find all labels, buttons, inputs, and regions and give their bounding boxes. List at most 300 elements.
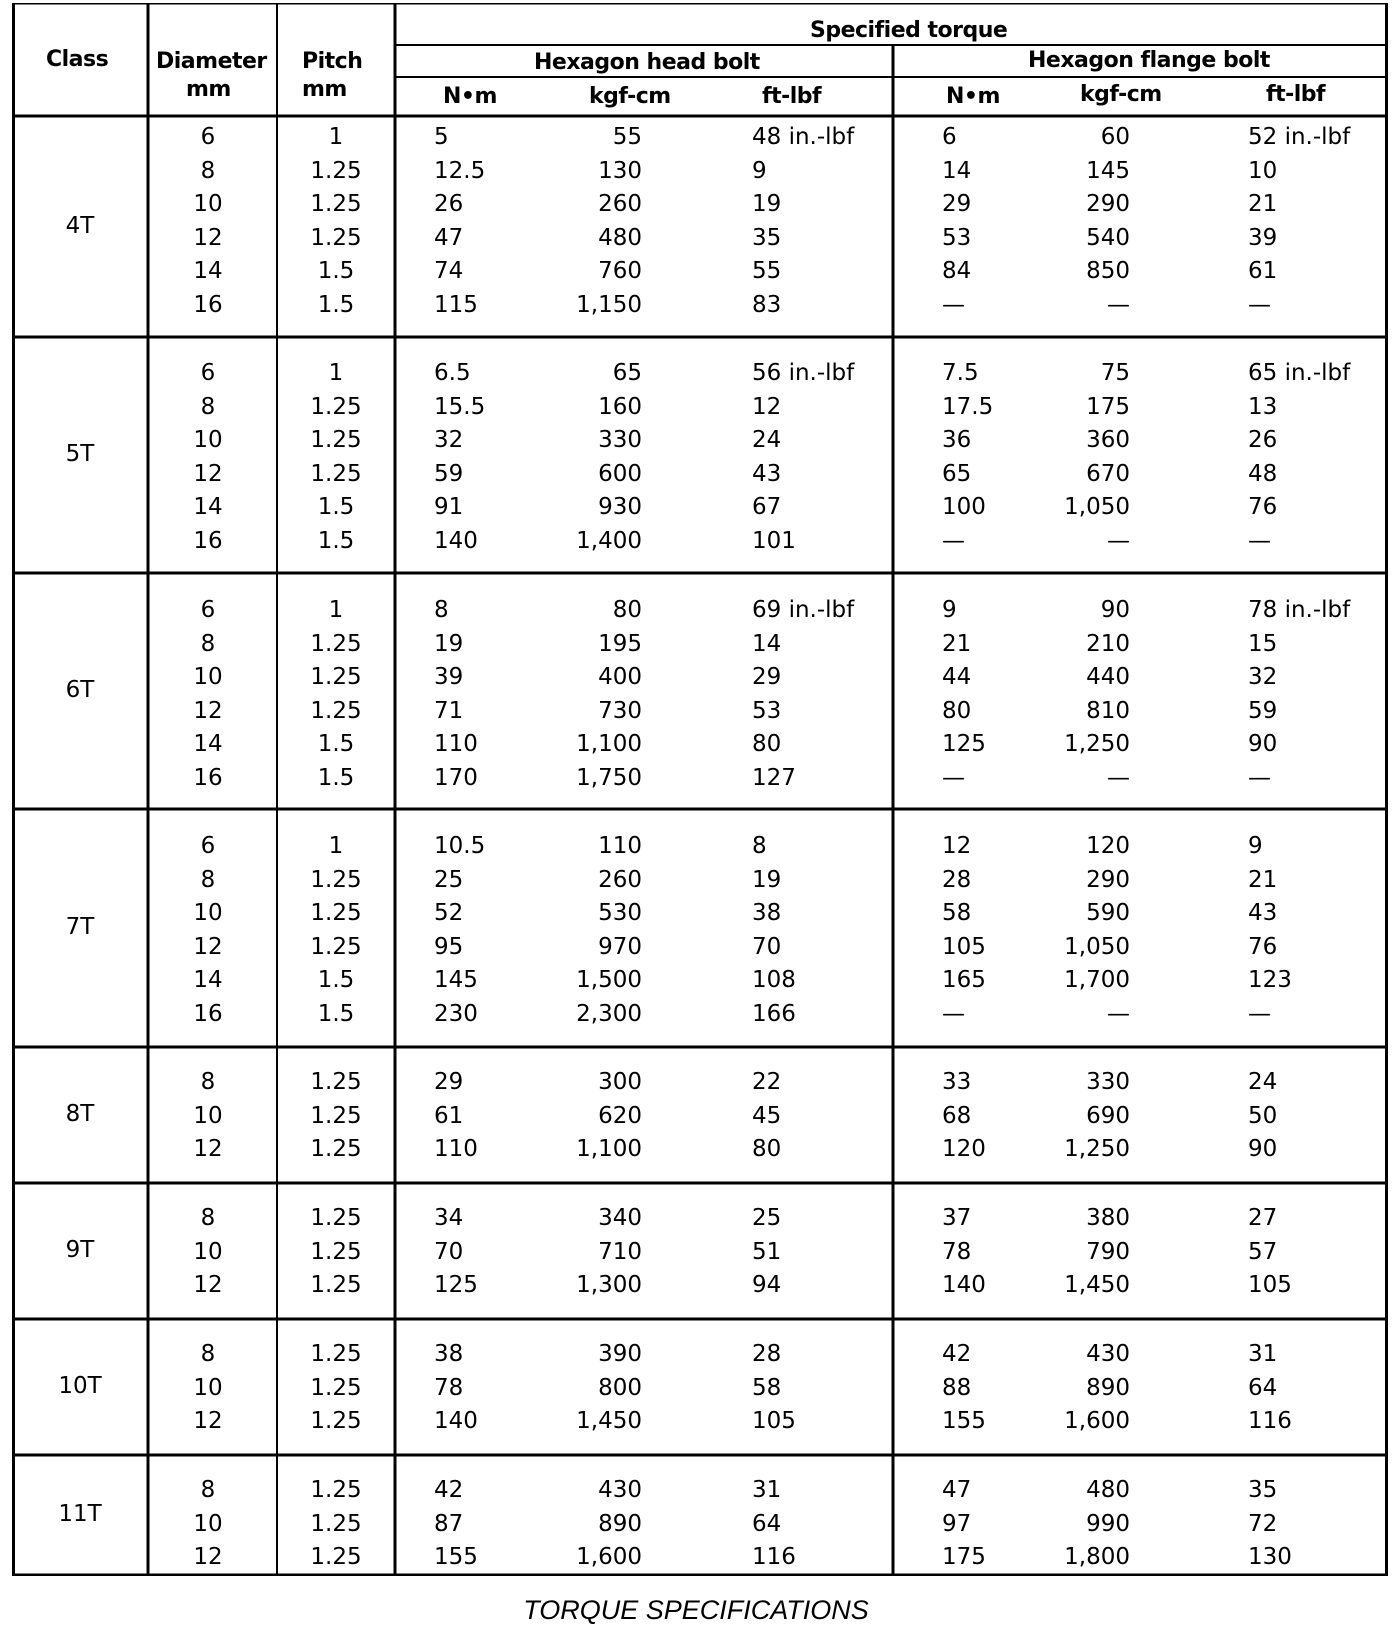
table-cell: 1,450 [1064, 1272, 1130, 1298]
table-cell: 1,600 [1064, 1408, 1130, 1434]
table-cell: 59 [434, 460, 464, 487]
table-cell: 8 [200, 1341, 216, 1367]
table-cell: 230 [434, 1000, 478, 1027]
table-cell: 12 [193, 697, 223, 724]
table-cell: 170 [434, 764, 478, 791]
table-cell: 65 [612, 360, 642, 386]
table-cell: 890 [1086, 1374, 1130, 1401]
table-cell: 10 [193, 664, 223, 690]
table-cell: 56 in.-lbf [752, 360, 855, 386]
table-cell: 1,700 [1064, 967, 1130, 993]
table-cell: 10 [1248, 157, 1278, 184]
table-cell: 14 [193, 494, 223, 520]
table-cell: 1,500 [576, 967, 642, 993]
table-cell: 88 [942, 1374, 972, 1401]
table-cell: 1,450 [576, 1408, 642, 1434]
table-cell: 52 [434, 900, 464, 926]
table-cell: 1.5 [317, 527, 355, 554]
table-cell: 145 [434, 967, 478, 993]
table-cell: 16 [193, 1000, 223, 1027]
table-cell: 1,150 [576, 291, 642, 318]
table-cell: 160 [598, 393, 642, 420]
table-cell: 1,750 [576, 764, 642, 791]
table-cell: 730 [598, 697, 642, 724]
table-cell: — [1107, 1000, 1130, 1027]
table-cell: 7.5 [942, 360, 979, 386]
table-cell: 74 [434, 258, 464, 284]
table-cell: 80 [752, 731, 782, 757]
table-cell: 1.25 [310, 191, 362, 217]
table-cell: 42 [434, 1477, 464, 1503]
table-cell: 690 [1086, 1102, 1130, 1129]
table-cell: 930 [598, 494, 642, 520]
table-cell: 78 [942, 1238, 972, 1265]
table-cell: 61 [434, 1102, 464, 1129]
table-cell: 55 [612, 124, 642, 150]
table-cell: 166 [752, 1000, 796, 1027]
table-cell: 1,250 [1064, 731, 1130, 757]
table-cell: 340 [598, 1205, 642, 1231]
table-cell: 850 [1086, 258, 1130, 284]
table-cell: 21 [942, 630, 972, 657]
table-cell: 540 [1086, 224, 1130, 251]
table-cell: 1.5 [317, 764, 355, 791]
table-cell: 6 [200, 833, 216, 859]
table-cell: 8 [200, 630, 216, 657]
table-cell: 1.25 [310, 697, 362, 724]
table-cell: 35 [752, 224, 782, 251]
table-cell: 16 [193, 764, 223, 791]
header-pitch-unit: mm [302, 77, 347, 102]
table-cell: 55 [752, 258, 782, 284]
header-hexagon-flange-bolt: Hexagon flange bolt [1028, 48, 1270, 73]
table-cell: 1,300 [576, 1272, 642, 1298]
table-cell: 1,100 [576, 1136, 642, 1162]
table-cell: 39 [434, 664, 464, 690]
table-cell: 12 [193, 460, 223, 487]
table-cell: 80 [612, 597, 642, 623]
class-label: 4T [65, 212, 95, 239]
header-unit-head-kgfcm: kgf-cm [589, 84, 671, 109]
table-cell: 1.25 [310, 1477, 362, 1503]
table-cell: 53 [752, 697, 782, 724]
table-cell: 87 [434, 1510, 464, 1537]
table-cell: 34 [434, 1205, 464, 1231]
table-cell: 1.25 [310, 460, 362, 487]
table-cell: 1 [328, 833, 344, 859]
table-cell: — [942, 527, 965, 554]
table-cell: 91 [434, 494, 464, 520]
table-cell: 29 [434, 1069, 464, 1095]
table-cell: 1.5 [317, 291, 355, 318]
table-cell: 45 [752, 1102, 782, 1129]
table-cell: 60 [1100, 124, 1130, 150]
table-cell: 330 [1086, 1069, 1130, 1095]
table-cell: 35 [1248, 1477, 1278, 1503]
table-cell: 32 [434, 427, 464, 453]
table-cell: 116 [752, 1544, 796, 1570]
table-cell: 175 [1086, 393, 1130, 420]
table-cell: 1.25 [310, 1510, 362, 1537]
table-cell: 14 [193, 967, 223, 993]
table-cell: — [1107, 291, 1130, 318]
table-cell: 38 [752, 900, 782, 926]
table-cell: 1.25 [310, 224, 362, 251]
table-cell: 140 [434, 527, 478, 554]
table-cell: 10 [193, 1374, 223, 1401]
table-cell: — [1248, 527, 1271, 554]
table-cell: 110 [598, 833, 642, 859]
table-cell: 1.25 [310, 1136, 362, 1162]
table-cell: 33 [942, 1069, 972, 1095]
table-cell: 61 [1248, 258, 1278, 284]
table-cell: 1.25 [310, 630, 362, 657]
table-cell: 440 [1086, 664, 1130, 690]
table-cell: 400 [598, 664, 642, 690]
table-cell: 1.5 [317, 967, 355, 993]
table-cell: 6 [200, 360, 216, 386]
table-cell: 95 [434, 933, 464, 960]
header-diameter-unit: mm [186, 77, 231, 102]
header-diameter: Diameter [156, 49, 267, 74]
table-cell: 8 [200, 1069, 216, 1095]
table-cell: 44 [942, 664, 972, 690]
table-cell: 19 [752, 866, 782, 893]
table-cell: 130 [1248, 1544, 1292, 1570]
table-cell: 65 in.-lbf [1248, 360, 1351, 386]
table-cell: 145 [1086, 157, 1130, 184]
table-cell: 25 [434, 866, 464, 893]
class-label: 9T [65, 1237, 95, 1263]
table-cell: 58 [752, 1374, 782, 1401]
table-cell: 12 [193, 933, 223, 960]
table-cell: 90 [1248, 1136, 1278, 1162]
table-cell: 50 [1248, 1102, 1278, 1129]
table-cell: 59 [1248, 697, 1278, 724]
table-cell: 6 [200, 124, 216, 150]
table-cell: 24 [752, 427, 782, 453]
table-cell: 14 [193, 258, 223, 284]
table-cell: 26 [434, 191, 464, 217]
table-cell: 260 [598, 866, 642, 893]
table-cell: 330 [598, 427, 642, 453]
table-cell: 43 [752, 460, 782, 487]
table-cell: 1.25 [310, 664, 362, 690]
table-cell: 58 [942, 900, 972, 926]
table-cell: 430 [598, 1477, 642, 1503]
table-cell: 600 [598, 460, 642, 487]
table-cell: 36 [942, 427, 972, 453]
table-cell: 12.5 [434, 157, 486, 184]
table-cell: 69 in.-lbf [752, 597, 855, 623]
header-unit-flange-kgfcm: kgf-cm [1080, 82, 1162, 107]
table-cell: 670 [1086, 460, 1130, 487]
table-cell: 125 [434, 1272, 478, 1298]
table-cell: 1.25 [310, 1341, 362, 1367]
table-cell: 78 [434, 1374, 464, 1401]
table-cell: 140 [434, 1408, 478, 1434]
table-cell: 8 [200, 157, 216, 184]
table-cell: 6 [200, 597, 216, 623]
table-cell: 51 [752, 1238, 782, 1265]
header-unit-head-nm: N•m [443, 84, 497, 109]
table-cell: 12 [193, 1136, 223, 1162]
table-cell: 12 [193, 1544, 223, 1570]
table-cell: 67 [752, 494, 782, 520]
table-cell: 10 [193, 1102, 223, 1129]
table-cell: 19 [434, 630, 464, 657]
table-cell: 9 [752, 157, 767, 184]
table-cell: 108 [752, 967, 796, 993]
table-cell: 110 [434, 1136, 478, 1162]
table-cell: 1,600 [576, 1544, 642, 1570]
table-cell: 90 [1248, 731, 1278, 757]
table-cell: 90 [1100, 597, 1130, 623]
table-cell: — [942, 764, 965, 791]
table-cell: 27 [1248, 1205, 1278, 1231]
table-cell: 8 [200, 1477, 216, 1503]
table-cell: 68 [942, 1102, 972, 1129]
table-cell: 480 [598, 224, 642, 251]
table-cell: 105 [1248, 1272, 1292, 1298]
table-cell: 8 [434, 597, 449, 623]
table-cell: 57 [1248, 1238, 1278, 1265]
table-cell: 37 [942, 1205, 972, 1231]
header-specified-torque: Specified torque [810, 18, 1008, 43]
table-cell: 101 [752, 527, 796, 554]
table-cell: 19 [752, 191, 782, 217]
header-pitch: Pitch [302, 49, 363, 74]
class-label: 8T [65, 1101, 95, 1127]
table-cell: 1 [328, 597, 344, 623]
table-cell: 1,250 [1064, 1136, 1130, 1162]
table-cell: 21 [1248, 191, 1278, 217]
table-cell: 24 [1248, 1069, 1278, 1095]
table-cell: 52 in.-lbf [1248, 124, 1351, 150]
table-cell: 1.25 [310, 1544, 362, 1570]
table-cell: 29 [752, 664, 782, 690]
table-cell: 70 [434, 1238, 464, 1265]
table-cell: 78 in.-lbf [1248, 597, 1351, 623]
table-cell: 1.25 [310, 157, 362, 184]
table-cell: 9 [942, 597, 957, 623]
table-cell: — [1248, 291, 1271, 318]
table-cell: 12 [193, 1408, 223, 1434]
table-cell: 130 [598, 157, 642, 184]
table-cell: 155 [434, 1544, 478, 1570]
table-cell: 1.25 [310, 427, 362, 453]
table-cell: 80 [942, 697, 972, 724]
table-cell: 1,050 [1064, 494, 1130, 520]
table-cell: 28 [942, 866, 972, 893]
table-cell: 29 [942, 191, 972, 217]
table-cell: 10 [193, 1510, 223, 1537]
header-class: Class [46, 47, 109, 72]
table-cell: 32 [1248, 664, 1278, 690]
table-cell: 1.25 [310, 393, 362, 420]
table-cell: 1.5 [317, 258, 355, 284]
table-cell: 97 [942, 1510, 972, 1537]
table-cell: 80 [752, 1136, 782, 1162]
table-cell: 360 [1086, 427, 1130, 453]
table-cell: 28 [752, 1341, 782, 1367]
header-unit-flange-ftlbf: ft-lbf [1266, 82, 1326, 107]
table-cell: 12 [193, 1272, 223, 1298]
table-cell: 31 [1248, 1341, 1278, 1367]
table-cell: 290 [1086, 866, 1130, 893]
table-cell: 10 [193, 427, 223, 453]
table-cell: 120 [1086, 833, 1130, 859]
table-cell: 590 [1086, 900, 1130, 926]
table-cell: 1,100 [576, 731, 642, 757]
table-cell: 1.25 [310, 1205, 362, 1231]
table-cell: 31 [752, 1477, 782, 1503]
table-cell: 1.25 [310, 900, 362, 926]
table-cell: 1.25 [310, 1238, 362, 1265]
class-label: 6T [65, 677, 95, 703]
table-cell: 260 [598, 191, 642, 217]
table-cell: 810 [1086, 697, 1130, 724]
table-cell: 70 [752, 933, 782, 960]
table-cell: 48 in.-lbf [752, 124, 855, 150]
table-cell: 64 [752, 1510, 782, 1537]
table-cell: 1.25 [310, 1408, 362, 1434]
table-cell: 710 [598, 1238, 642, 1265]
table-cell: 12 [752, 393, 782, 420]
table-cell: 16 [193, 527, 223, 554]
table-cell: 39 [1248, 224, 1278, 251]
table-cell: 47 [434, 224, 464, 251]
table-cell: 125 [942, 731, 986, 757]
table-cell: 76 [1248, 933, 1278, 960]
table-cell: 390 [598, 1341, 642, 1367]
class-label: 10T [58, 1373, 102, 1399]
table-cell: 1.25 [310, 866, 362, 893]
header-unit-flange-nm: N•m [946, 84, 1000, 109]
table-cell: 65 [942, 460, 972, 487]
table-cell: 83 [752, 291, 782, 318]
table-cell: 13 [1248, 393, 1278, 420]
table-cell: 970 [598, 933, 642, 960]
table-cell: 10 [193, 191, 223, 217]
table-cell: 890 [598, 1510, 642, 1537]
table-cell: 430 [1086, 1341, 1130, 1367]
table-cell: 64 [1248, 1374, 1278, 1401]
table-cell: 10 [193, 900, 223, 926]
table-cell: 120 [942, 1136, 986, 1162]
class-label: 11T [58, 1501, 102, 1527]
table-cell: 195 [598, 630, 642, 657]
table-cell: 8 [200, 866, 216, 893]
table-cell: 480 [1086, 1477, 1130, 1503]
table-cell: 43 [1248, 900, 1278, 926]
table-cell: 290 [1086, 191, 1130, 217]
table-cell: 1 [328, 360, 344, 386]
table-cell: — [1248, 1000, 1271, 1027]
table-cell: 42 [942, 1341, 972, 1367]
table-cell: 760 [598, 258, 642, 284]
table-cell: 12 [193, 224, 223, 251]
table-cell: 1.25 [310, 933, 362, 960]
table-cell: 17.5 [942, 393, 994, 420]
table-cell: 1,050 [1064, 933, 1130, 960]
table-cell: 1.25 [310, 1102, 362, 1129]
table-cell: 76 [1248, 494, 1278, 520]
table-cell: 9 [1248, 833, 1263, 859]
table-cell: 72 [1248, 1510, 1278, 1537]
class-label: 5T [65, 441, 95, 467]
table-cell: 22 [752, 1069, 782, 1095]
class-label: 7T [65, 914, 95, 940]
table-cell: — [942, 1000, 965, 1027]
table-cell: 1.5 [317, 731, 355, 757]
table-cell: 6.5 [434, 360, 471, 386]
table-cell: 6 [942, 124, 957, 150]
table-cell: 5 [434, 124, 449, 150]
table-cell: 53 [942, 224, 972, 251]
table-cell: 620 [598, 1102, 642, 1129]
table-cell: 71 [434, 697, 464, 724]
table-cell: 15.5 [434, 393, 486, 420]
table-cell: 94 [752, 1272, 782, 1298]
table-cell: 2,300 [576, 1000, 642, 1027]
table-cell: 47 [942, 1477, 972, 1503]
torque-table [12, 3, 1388, 1576]
table-cell: 530 [598, 900, 642, 926]
table-cell: 800 [598, 1374, 642, 1401]
table-cell: 380 [1086, 1205, 1130, 1231]
table-cell: 155 [942, 1408, 986, 1434]
table-cell: 1 [328, 124, 344, 150]
table-cell: 8 [200, 393, 216, 420]
table-cell: 15 [1248, 630, 1278, 657]
table-cell: 100 [942, 494, 986, 520]
table-cell: 127 [752, 764, 796, 791]
table-cell: 210 [1086, 630, 1130, 657]
table-cell: 1.25 [310, 1272, 362, 1298]
table-cell: 1.25 [310, 1374, 362, 1401]
table-cell: 300 [598, 1069, 642, 1095]
table-cell: 790 [1086, 1238, 1130, 1265]
table-cell: 8 [200, 1205, 216, 1231]
table-cell: 165 [942, 967, 986, 993]
table-cell: — [942, 291, 965, 318]
table-cell: 105 [752, 1408, 796, 1434]
table-cell: — [1248, 764, 1271, 791]
table-cell: 1.5 [317, 494, 355, 520]
table-cell: 105 [942, 933, 986, 960]
table-cell: 140 [942, 1272, 986, 1298]
table-cell: 1.5 [317, 1000, 355, 1027]
table-cell: — [1107, 527, 1130, 554]
table-cell: 21 [1248, 866, 1278, 893]
table-cell: — [1107, 764, 1130, 791]
table-cell: 14 [193, 731, 223, 757]
table-cell: 48 [1248, 460, 1278, 487]
table-cell: 12 [942, 833, 972, 859]
header-unit-head-ftlbf: ft-lbf [762, 84, 822, 109]
table-cell: 84 [942, 258, 972, 284]
table-cell: 175 [942, 1544, 986, 1570]
table-cell: 8 [752, 833, 767, 859]
table-cell: 1,800 [1064, 1544, 1130, 1570]
table-cell: 14 [942, 157, 972, 184]
table-cell: 115 [434, 291, 478, 318]
table-cell: 990 [1086, 1510, 1130, 1537]
table-cell: 116 [1248, 1408, 1292, 1434]
table-cell: 14 [752, 630, 782, 657]
table-cell: 25 [752, 1205, 782, 1231]
